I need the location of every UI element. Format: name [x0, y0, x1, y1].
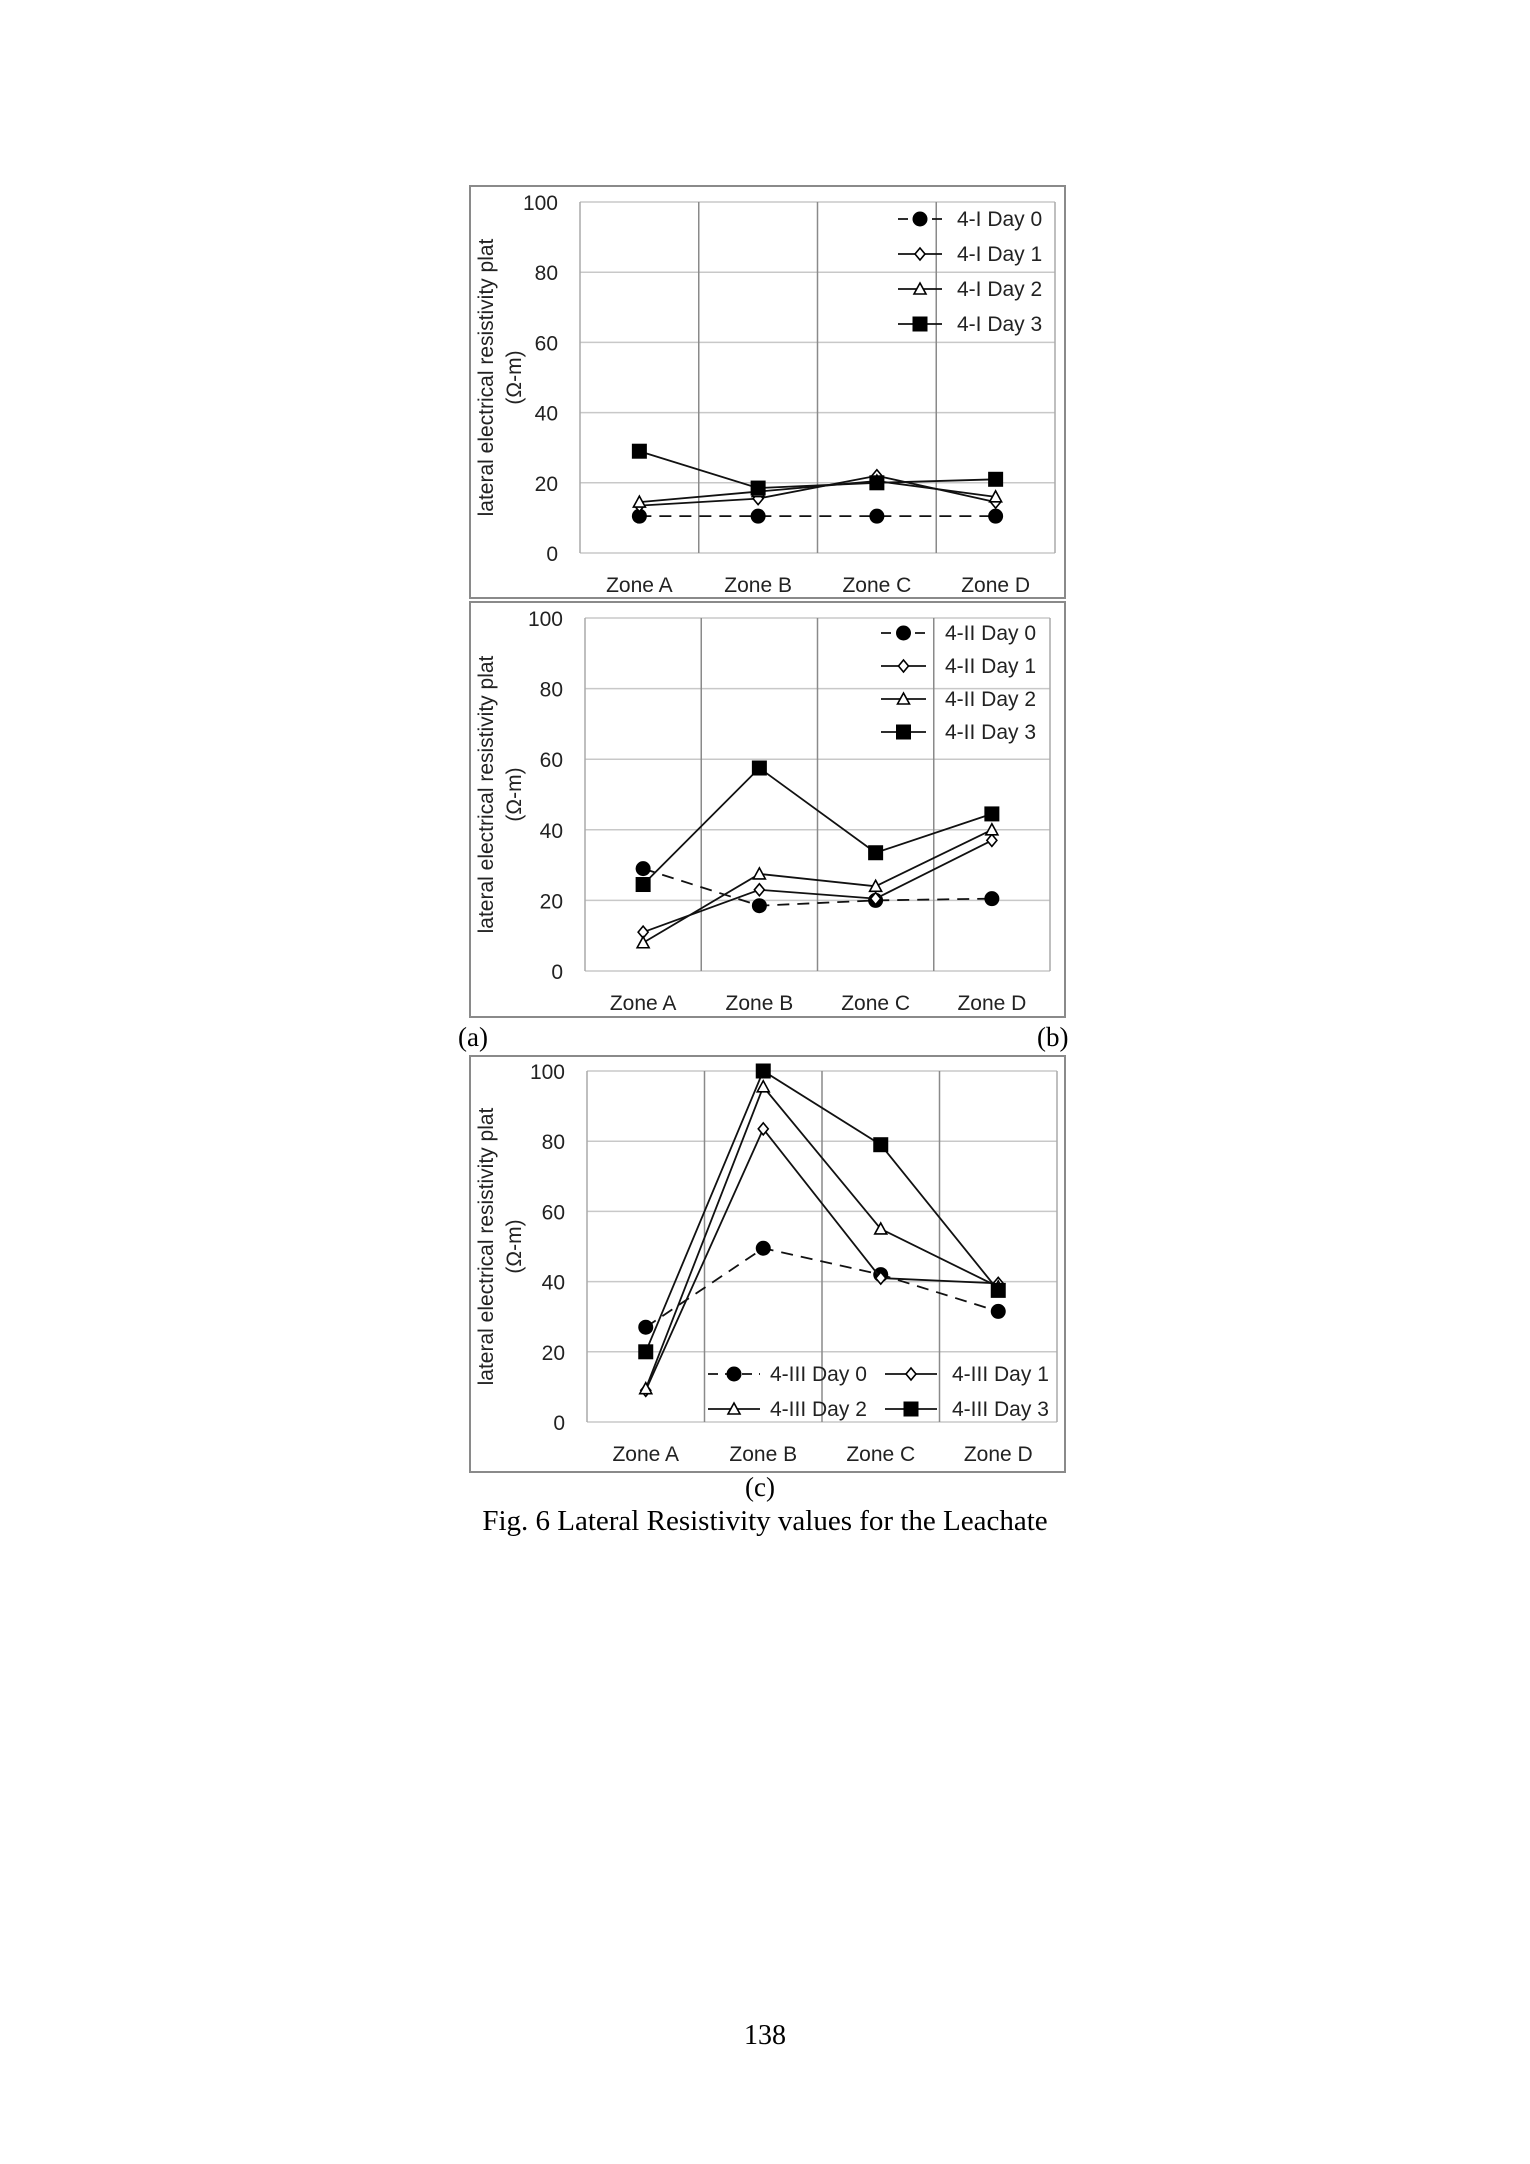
x-tick-label: Zone D [963, 1443, 1033, 1466]
y-axis-title-unit: (Ω-m) [503, 350, 526, 405]
y-tick-label: 80 [539, 678, 563, 702]
y-tick-label: 60 [539, 749, 563, 773]
y-tick-label: 0 [546, 543, 558, 566]
y-tick-label: 80 [541, 1131, 565, 1155]
y-tick-label: 20 [541, 1341, 565, 1365]
y-tick-label: 20 [539, 890, 563, 914]
data-point [984, 806, 999, 821]
subfigure-label-b: (b) [1037, 1022, 1069, 1052]
x-tick-label: Zone C [846, 1443, 916, 1466]
legend-label: 4-III Day 1 [952, 1363, 1049, 1386]
data-point [756, 1241, 771, 1256]
y-axis-title: lateral electrical resistivity plat [475, 238, 498, 517]
chart-a [470, 186, 1065, 598]
legend-label: 4-I Day 0 [957, 208, 1043, 231]
data-point [984, 891, 999, 906]
data-point [751, 509, 766, 524]
data-point [869, 509, 884, 524]
x-tick-label: Zone D [957, 992, 1027, 1015]
legend-swatch-marker [727, 1367, 742, 1382]
x-tick-label: Zone C [842, 574, 912, 597]
legend-label: 4-II Day 2 [945, 688, 1037, 711]
chart-c [470, 1056, 1065, 1472]
legend-swatch-marker [913, 212, 928, 227]
data-point [751, 481, 766, 496]
legend-swatch-marker [896, 626, 911, 641]
chart-b [470, 602, 1065, 1017]
y-tick-label: 100 [527, 608, 563, 631]
x-tick-label: Zone A [612, 1443, 680, 1466]
y-tick-label: 0 [553, 1412, 565, 1435]
legend-label: 4-II Day 3 [945, 721, 1037, 744]
x-tick-label: Zone B [725, 992, 794, 1015]
data-point [868, 845, 883, 860]
x-tick-label: Zone A [606, 574, 673, 597]
data-point [636, 877, 651, 892]
page-number: 138 [744, 2020, 786, 2051]
data-point [638, 1344, 653, 1359]
data-point [991, 1283, 1006, 1298]
data-point [869, 475, 884, 490]
data-point [636, 861, 651, 876]
figure-caption: Fig. 6 Lateral Resistivity values for the Leachate [482, 1505, 1048, 1537]
y-tick-label: 20 [534, 472, 558, 496]
x-tick-label: Zone D [961, 574, 1031, 597]
data-point [988, 509, 1003, 524]
data-point [638, 1320, 653, 1335]
y-axis-title-unit: (Ω-m) [503, 1219, 526, 1274]
legend-label: 4-I Day 2 [957, 278, 1043, 301]
legend-swatch-marker [896, 725, 911, 740]
data-point [756, 1064, 771, 1079]
subfigure-label-a: (a) [458, 1022, 488, 1052]
x-tick-label: Zone C [841, 992, 911, 1015]
y-tick-label: 40 [541, 1271, 565, 1295]
y-tick-label: 100 [529, 1061, 565, 1084]
y-tick-label: 40 [539, 819, 563, 843]
data-point [873, 1137, 888, 1152]
y-tick-label: 40 [534, 402, 558, 426]
data-point [752, 761, 767, 776]
data-point [752, 898, 767, 913]
legend-label: 4-III Day 0 [770, 1363, 867, 1386]
legend-label: 4-I Day 1 [957, 243, 1043, 266]
legend-label: 4-II Day 1 [945, 655, 1037, 678]
data-point [988, 472, 1003, 487]
legend-label: 4-III Day 2 [770, 1398, 867, 1421]
x-tick-label: Zone B [729, 1443, 798, 1466]
y-tick-label: 60 [534, 332, 558, 356]
data-point [632, 444, 647, 459]
y-tick-label: 100 [522, 192, 558, 215]
y-tick-label: 80 [534, 262, 558, 286]
x-tick-label: Zone B [724, 574, 792, 597]
legend-swatch-marker [904, 1402, 919, 1417]
subfigure-label-c: (c) [745, 1472, 775, 1502]
data-point [991, 1304, 1006, 1319]
x-tick-label: Zone A [609, 992, 677, 1015]
y-axis-title-unit: (Ω-m) [503, 767, 526, 822]
y-tick-label: 0 [551, 961, 563, 984]
legend-swatch-marker [913, 317, 928, 332]
y-tick-label: 60 [541, 1201, 565, 1225]
y-axis-title: lateral electrical resistivity plat [475, 655, 498, 934]
legend-label: 4-I Day 3 [957, 313, 1043, 336]
y-axis-title: lateral electrical resistivity plat [475, 1107, 498, 1386]
legend-label: 4-III Day 3 [952, 1398, 1049, 1421]
legend-label: 4-II Day 0 [945, 622, 1037, 645]
